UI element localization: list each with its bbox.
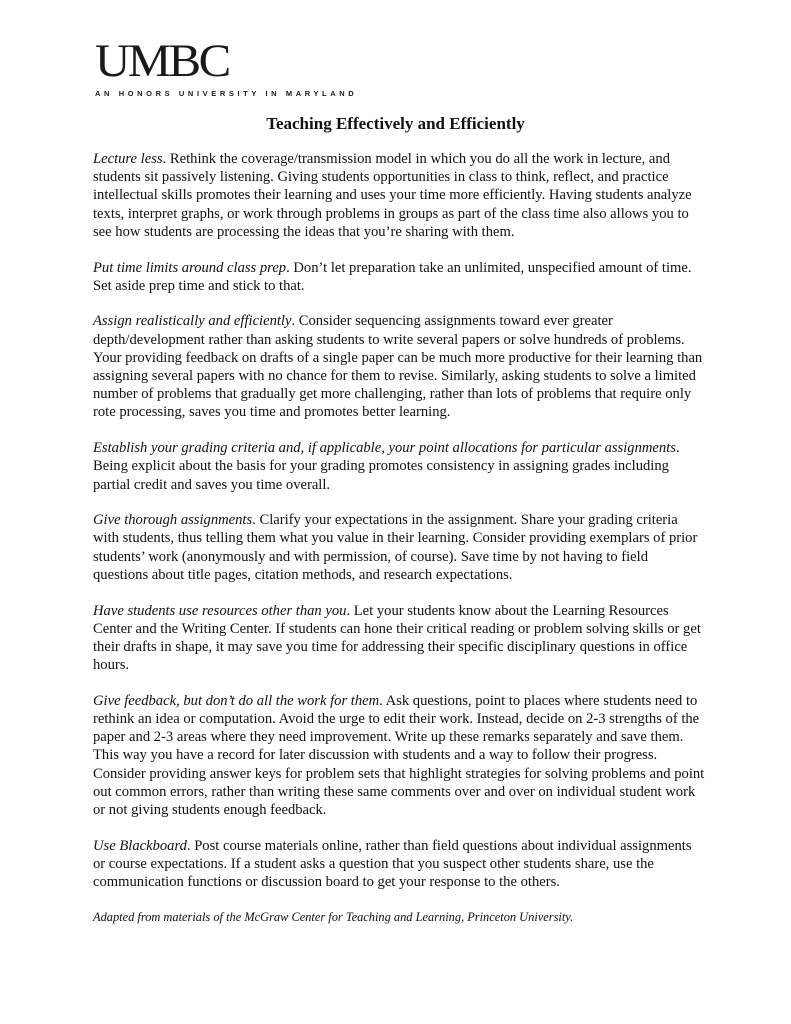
paragraph-text: . Being explicit about the basis for your grading promotes consistency in assigning grades including partial credit and saves you time overall. xyxy=(93,440,680,493)
document-title: Teaching Effectively and Efficiently xyxy=(266,114,525,133)
paragraph-text: . Consider sequencing assignments toward ever greater depth/development rather than asking students to write several papers or solve hundreds of problems. Your providing feedback on drafts of a single paper can be much more productive for their learning than assigning several papers with no chance for them to revise. Similarly, asking students to solve a limited number of problems that gradually get more challenging, rather than lots of problems that require only rote processing, saves you time and promotes better learning. xyxy=(93,313,703,421)
paragraph-thorough-assignments xyxy=(93,511,705,584)
paragraph-other-resources xyxy=(93,602,705,675)
paragraph-lead: Assign realistically and efficiently xyxy=(93,313,292,330)
document-body xyxy=(93,150,705,925)
paragraph-lead: Give feedback, but don’t do all the work for them xyxy=(93,692,380,709)
paragraph-lead: Give thorough assignments xyxy=(93,512,253,529)
paragraph-lead: Lecture less xyxy=(93,151,163,167)
logo-wordmark: UMBC xyxy=(95,35,229,87)
paragraph-time-limits xyxy=(93,259,705,295)
paragraph-grading-criteria xyxy=(93,439,705,494)
paragraph-text: . Post course materials online, rather than field questions about individual assignments or course expectations. If a student asks a question that you suspect other students share, use the communication functions or discussion board to get your response to the others. xyxy=(93,837,692,891)
paragraph-lead: Establish your grading criteria and, if applicable, your point allocations for particular assignments xyxy=(93,440,676,457)
paragraph-text: . Ask questions, point to places where students need to rethink an idea or computation. Avoid the urge to edit their work. Instead, decide on 2-3 strengths of the paper and 2-3 areas where they need improvement. Write up these remarks separately and save them. This way you have a record for later discussion with students and a way to follow their progress. Consider providing answer keys for problem sets that highlight strategies for solving problems and point out common errors, rather than writing these same comments over and over on individual student work or not giving students enough feedback. xyxy=(93,692,705,819)
source-credit: Adapted from materials of the McGraw Center for Teaching and Learning, Princeton University. xyxy=(93,909,574,924)
paragraph-assign-realistically xyxy=(93,312,705,421)
paragraph-lead: Put time limits around class prep xyxy=(93,259,287,276)
paragraph-give-feedback xyxy=(93,692,705,819)
paragraph-use-blackboard xyxy=(93,837,705,892)
paragraph-text: . Let your students know about the Learning Resources Center and the Writing Center. If students can hone their critical reading or problem solving skills or get their drafts in shape, it may save you time for addressing their specific disciplinary questions in office hours. xyxy=(93,602,701,674)
paragraph-lead: Use Blackboard xyxy=(93,837,187,854)
paragraph-text: . Clarify your expectations in the assignment. Share your grading criteria with students, thus telling them what you value in their learning. Consider providing exemplars of prior students’ work (anonymously and with permission, of course). Save time by not having to field questions about title pages, citation methods, and research expectations. xyxy=(93,512,698,583)
paragraph-lecture-less xyxy=(93,150,705,241)
logo-tagline: AN HONORS UNIVERSITY IN MARYLAND xyxy=(95,89,358,98)
paragraph-lead: Have students use resources other than you xyxy=(93,602,347,619)
paragraph-text: . Don’t let preparation take an unlimited, unspecified amount of time. Set aside prep time and stick to that. xyxy=(93,259,692,294)
paragraph-text: . Rethink the coverage/transmission model in which you do all the work in lecture, and students sit passively listening. Giving students opportunities in class to think, reflect, and practice intellectual skills promotes their learning and uses your time more efficiently. Having students analyze texts, interpret graphs, or work through problems in groups as part of the class time also allows you to see how students are processing the ideas that you’re sharing with them. xyxy=(93,151,692,240)
umbc-logo xyxy=(95,35,358,98)
